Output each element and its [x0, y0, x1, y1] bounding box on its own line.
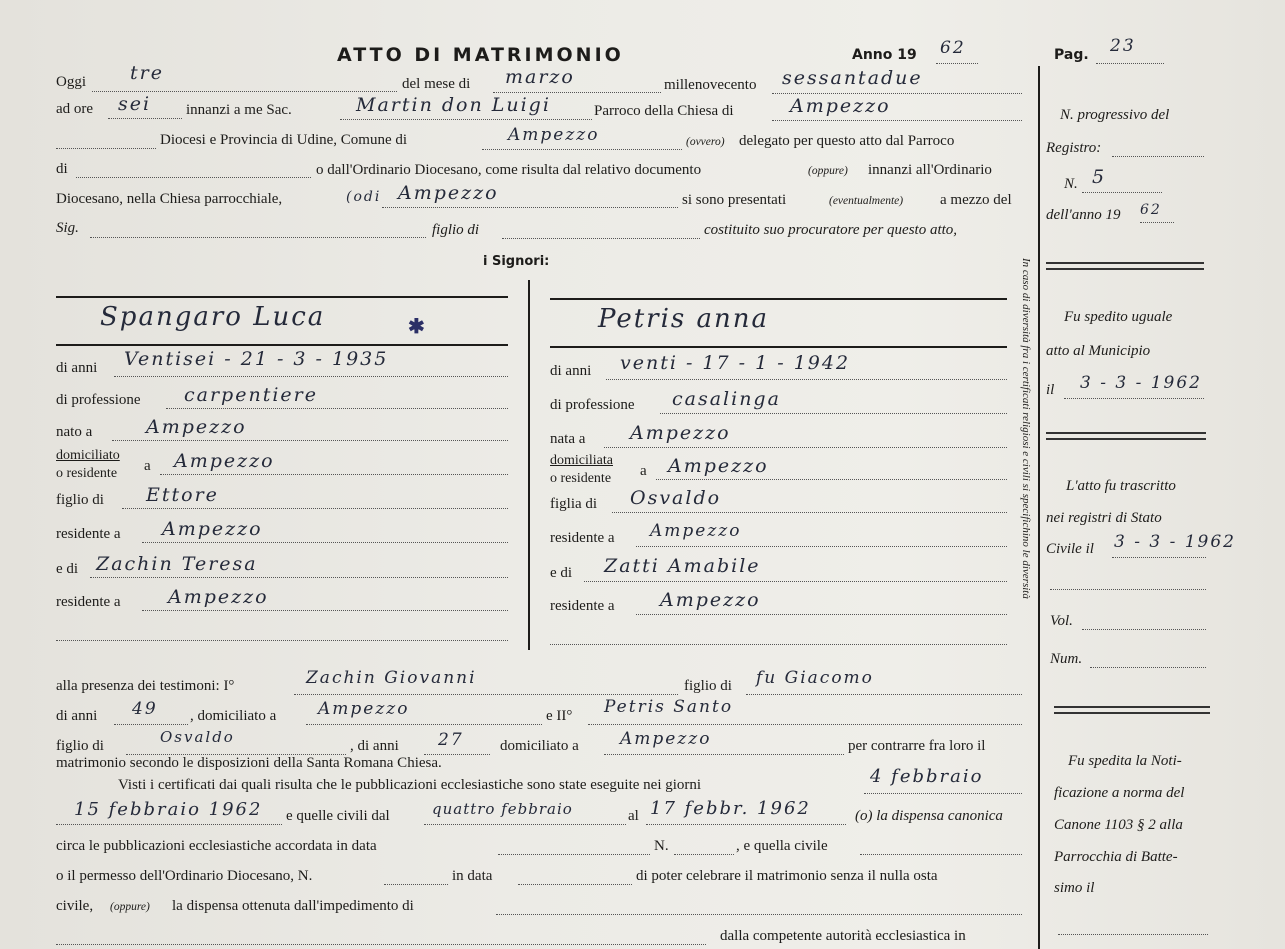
signori-heading: i Signori:	[483, 254, 550, 269]
groom-residente2-label: residente a	[56, 594, 121, 610]
oggi-handwritten: tre	[130, 62, 164, 84]
al-label: al	[628, 808, 639, 824]
bride-name-handwritten: Petris anna	[598, 304, 770, 334]
figlio-di-w2-label: figlio di	[56, 738, 104, 754]
ink-mark: ✱	[408, 316, 425, 338]
civili-label: e quelle civili dal	[286, 808, 390, 824]
groom-domiciliato-label: domiciliato	[56, 448, 120, 463]
sidebar-notif5: simo il	[1054, 880, 1095, 896]
bride-professione-label: di professione	[550, 397, 635, 413]
bride-nata-label: nata a	[550, 431, 586, 447]
parroco-label: Parroco della Chiesa di	[594, 103, 734, 119]
sidebar-n-handwritten: 5	[1092, 166, 1107, 188]
adore-label: ad ore	[56, 101, 94, 117]
sidebar-il: il	[1046, 382, 1055, 398]
groom-a-label: a	[144, 458, 151, 474]
sidebar-notif1: Fu spedita la Noti-	[1068, 753, 1182, 769]
domiciliato-w1-label: , domiciliato a	[190, 708, 277, 724]
sidebar-notif3: Canone 1103 § 2 alla	[1054, 817, 1183, 833]
pag-label: Pag.	[1054, 47, 1089, 63]
costituito-label: costituito suo procuratore per questo atto,	[704, 222, 958, 238]
bride-a-label: a	[640, 463, 647, 479]
celebrare-label: di poter celebrare il matrimonio senza il nulla osta	[636, 868, 938, 884]
groom-name-handwritten: Spangaro Luca	[100, 302, 326, 332]
ovvero-label: (ovvero)	[686, 136, 725, 148]
civile-label: , e quella civile	[736, 838, 828, 854]
oggi-label: Oggi	[56, 74, 86, 90]
groom-edi-label: e di	[56, 561, 79, 577]
presenza-label: alla presenza dei testimoni: I°	[56, 678, 235, 694]
groom-nato-label: nato a	[56, 424, 93, 440]
bride-anni-label: di anni	[550, 363, 592, 379]
testimone2-handwritten: Petris Santo	[604, 697, 734, 717]
groom-residente2-handwritten: Ampezzo	[168, 586, 269, 608]
bride-residente2-label: residente a	[550, 598, 615, 614]
sidebar-spedito2: atto al Municipio	[1046, 343, 1151, 359]
sig-label: Sig.	[56, 220, 79, 236]
groom-nato-handwritten: Ampezzo	[146, 416, 247, 438]
dianni-w1-label: di anni	[56, 708, 98, 724]
matrimonio-label: matrimonio secondo le disposizioni della Santa Romana Chiesa.	[56, 755, 442, 771]
presentati-label: si sono presentati	[682, 192, 787, 208]
competente-label: dalla competente autorità ecclesiastica in	[720, 928, 966, 944]
groom-oresidente-label: o residente	[56, 466, 118, 481]
adore-handwritten: sei	[118, 93, 152, 115]
pag-handwritten: 23	[1110, 36, 1136, 56]
di-label: di	[56, 161, 68, 177]
bride-residente1-label: residente a	[550, 530, 615, 546]
domiciliato-w2-label: domiciliato a	[500, 738, 579, 754]
anni1-handwritten: 49	[132, 699, 158, 719]
bride-residente2-handwritten: Ampezzo	[660, 589, 761, 611]
bride-figlia-label: figlia di	[550, 496, 598, 512]
sidebar-civile-handwritten: 3 - 3 - 1962	[1114, 532, 1236, 552]
padre2-handwritten: Osvaldo	[160, 728, 235, 746]
sidebar-trascritto1: L'atto fu trascritto	[1066, 478, 1176, 494]
sidebar-vol: Vol.	[1050, 613, 1073, 629]
sidebar-num: Num.	[1050, 651, 1083, 667]
indata-label: in data	[452, 868, 493, 884]
sidebar-il-handwritten: 3 - 3 - 1962	[1080, 373, 1202, 393]
bride-nata-handwritten: Ampezzo	[630, 422, 731, 444]
eii-label: e II°	[546, 708, 573, 724]
figlio-di-label: figlio di	[432, 222, 480, 238]
comune-handwritten: Ampezzo	[508, 125, 600, 145]
groom-padre-handwritten: Ettore	[146, 484, 219, 506]
margin-note: In caso di diversità fra i certificati religiosi e civili si specifichino le diversità	[1020, 258, 1032, 599]
millenovecento-label: millenovecento	[664, 77, 757, 93]
bride-domicilio-handwritten: Ampezzo	[668, 455, 769, 477]
testimone1-handwritten: Zachin Giovanni	[306, 668, 477, 688]
sacerdote-handwritten: Martin don Luigi	[356, 94, 551, 116]
diocesi-label: Diocesi e Provincia di Udine, Comune di	[160, 132, 408, 148]
contrarre-label: per contrarre fra loro il	[848, 738, 986, 754]
sidebar-divider	[1038, 66, 1040, 949]
oppure2-label: (oppure)	[110, 901, 150, 913]
civile2-label: civile,	[56, 898, 94, 914]
innanzi-ordinario-label: innanzi all'Ordinario	[868, 162, 992, 178]
figlio-di-w1-label: figlio di	[684, 678, 732, 694]
groom-professione-handwritten: carpentiere	[184, 384, 318, 406]
bride-madre-handwritten: Zatti Amabile	[604, 555, 761, 577]
groom-anni-label: di anni	[56, 360, 98, 376]
document-title: ATTO DI MATRIMONIO	[337, 44, 624, 66]
sidebar-anno: dell'anno 19	[1046, 207, 1121, 223]
bride-oresidente-label: o residente	[550, 471, 612, 486]
couple-divider	[528, 280, 530, 650]
domicilio1-handwritten: Ampezzo	[318, 699, 410, 719]
sidebar-notif2: ficazione a norma del	[1054, 785, 1185, 801]
n-label: N.	[654, 838, 669, 854]
groom-domicilio-handwritten: Ampezzo	[174, 450, 275, 472]
diocesano-label: Diocesano, nella Chiesa parrocchiale,	[56, 191, 283, 207]
giorni2-handwritten: 15 febbraio 1962	[74, 799, 263, 820]
mezzo-label: a mezzo del	[940, 192, 1012, 208]
delegato-label: delegato per questo atto dal Parroco	[739, 133, 955, 149]
groom-anni-handwritten: Ventisei - 21 - 3 - 1935	[124, 348, 389, 370]
bride-padre-handwritten: Osvaldo	[630, 487, 722, 509]
dispensa2-label: la dispensa ottenuta dall'impedimento di	[172, 898, 414, 914]
mese-label: del mese di	[402, 76, 471, 92]
giorni1-handwritten: 4 febbraio	[870, 766, 984, 787]
sidebar-n: N.	[1064, 176, 1078, 192]
bride-domiciliata-label: domiciliata	[550, 453, 613, 468]
groom-figlio-label: figlio di	[56, 492, 104, 508]
groom-residente1-label: residente a	[56, 526, 121, 542]
oppure-label: (oppure)	[808, 165, 848, 177]
anni2-handwritten: 27	[438, 730, 464, 750]
dianni-w2-label: , di anni	[350, 738, 399, 754]
permesso-label: o il permesso dell'Ordinario Diocesano, N.	[56, 868, 313, 884]
millenovecento-handwritten: sessantadue	[782, 67, 923, 89]
sidebar-notif4: Parrocchia di Batte-	[1054, 849, 1178, 865]
sidebar-registro: Registro:	[1046, 140, 1102, 156]
anno-label: Anno 19	[852, 47, 917, 63]
circa-label: circa le pubblicazioni ecclesiastiche accordata in data	[56, 838, 377, 854]
eventualmente-label: (eventualmente)	[829, 195, 904, 207]
bride-professione-handwritten: casalinga	[672, 388, 781, 410]
sidebar-progressivo: N. progressivo del	[1060, 107, 1170, 123]
sidebar-trascritto3: Civile il	[1046, 541, 1094, 557]
anno-handwritten: 62	[940, 38, 966, 58]
chiesa2-handwritten: Ampezzo	[398, 182, 499, 204]
groom-residente1-handwritten: Ampezzo	[162, 518, 263, 540]
civili2-handwritten: 17 febbr. 1962	[650, 798, 811, 819]
ordinario-label: o dall'Ordinario Diocesano, come risulta dal relativo documento	[316, 162, 702, 178]
domicilio2-handwritten: Ampezzo	[620, 729, 712, 749]
groom-professione-label: di professione	[56, 392, 141, 408]
sidebar-spedito1: Fu spedito uguale	[1064, 309, 1173, 325]
sidebar-trascritto2: nei registri di Stato	[1046, 510, 1162, 526]
civili1-handwritten: quattro febbraio	[432, 800, 573, 818]
bride-edi-label: e di	[550, 565, 573, 581]
dispensa-label: (o) la dispensa canonica	[855, 808, 1003, 824]
mese-handwritten: marzo	[505, 66, 575, 88]
chiesa-handwritten: Ampezzo	[790, 95, 891, 117]
bride-residente1-handwritten: Ampezzo	[650, 521, 742, 541]
sidebar-anno-handwritten: 62	[1140, 202, 1162, 218]
visti-label: Visti i certificati dai quali risulta che le pubblicazioni ecclesiastiche sono state eseguite nei giorni	[118, 777, 702, 793]
groom-madre-handwritten: Zachin Teresa	[96, 553, 258, 575]
odi-handwritten: (odi	[346, 189, 382, 205]
fu-handwritten: fu Giacomo	[756, 668, 874, 688]
bride-anni-handwritten: venti - 17 - 1 - 1942	[620, 352, 851, 374]
innanzi-label: innanzi a me Sac.	[186, 102, 292, 118]
